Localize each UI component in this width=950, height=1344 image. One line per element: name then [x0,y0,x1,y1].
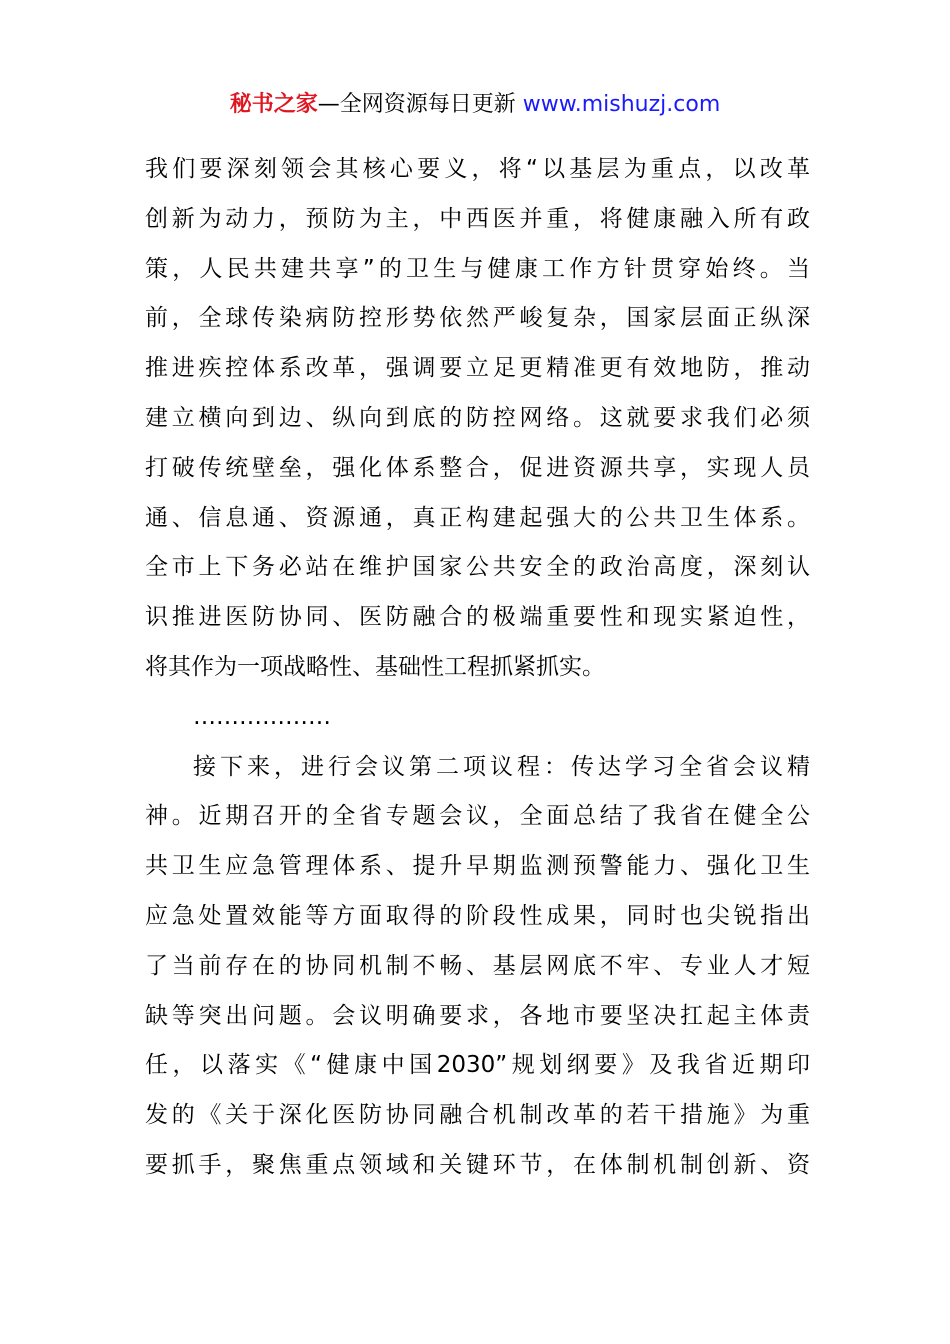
text-line: 我们要深刻领会其核心要义，将“以基层为重点，以改革 [145,156,810,182]
text-line: 神。近期召开的全省专题会议，全面总结了我省在健全公 [145,803,810,830]
site-header [0,88,950,122]
document-body [145,145,810,1191]
text-line: 共卫生应急管理体系、提升早期监测预警能力、强化卫生 [145,853,810,880]
paragraph-1 [145,145,810,693]
text-line: 缺等突出问题。会议明确要求，各地市要坚决扛起主体责 [145,1002,810,1029]
text-line: 推进疾控体系改革，强调要立足更精准更有效地防，推动 [145,355,810,382]
text-line: 任，以落实《“健康中国2030”规划纲要》及我省近期印 [145,1052,810,1079]
text-line: 识推进医防协同、医防融合的极端重要性和现实紧迫性， [145,604,810,631]
site-brand: 秘书之家 [229,92,318,117]
site-url-link[interactable]: www.mishuzj.com [522,92,721,117]
paragraph-2 [145,743,810,1191]
text-line: 发的《关于深化医防协同融合机制改革的若干措施》为重 [145,1102,810,1129]
text-line: 前，全球传染病防控形势依然严峻复杂，国家层面正纵深 [145,305,810,332]
text-line: 应急处置效能等方面取得的阶段性成果，同时也尖锐指出 [145,902,810,929]
text-line: 策，人民共建共享”的卫生与健康工作方针贯穿始终。当 [145,255,810,282]
text-line: 了当前存在的协同机制不畅、基层网底不牢、专业人才短 [145,952,810,979]
text-line: 通、信息通、资源通，真正构建起强大的公共卫生体系。 [145,504,810,531]
text-line: 要抓手，聚焦重点领域和关键环节，在体制机制创新、资 [145,1151,810,1178]
text-line: 建立横向到边、纵向到底的防控网络。这就要求我们必须 [145,404,810,431]
text-line: 全市上下务必站在维护国家公共安全的政治高度，深刻认 [145,554,810,581]
text-line: 将其作为一项战略性、基础性工程抓紧抓实。 [145,653,605,680]
text-line: 接下来，进行会议第二项议程：传达学习全省会议精 [193,753,810,780]
ellipsis-paragraph [145,693,810,743]
site-tagline: —全网资源每日更新 [317,92,523,117]
text-line: 打破传统壁垒，强化体系整合，促进资源共享，实现人员 [145,454,810,481]
text-line: 创新为动力，预防为主，中西医并重，将健康融入所有政 [145,205,810,232]
ellipsis-line: ……………… [193,703,331,730]
